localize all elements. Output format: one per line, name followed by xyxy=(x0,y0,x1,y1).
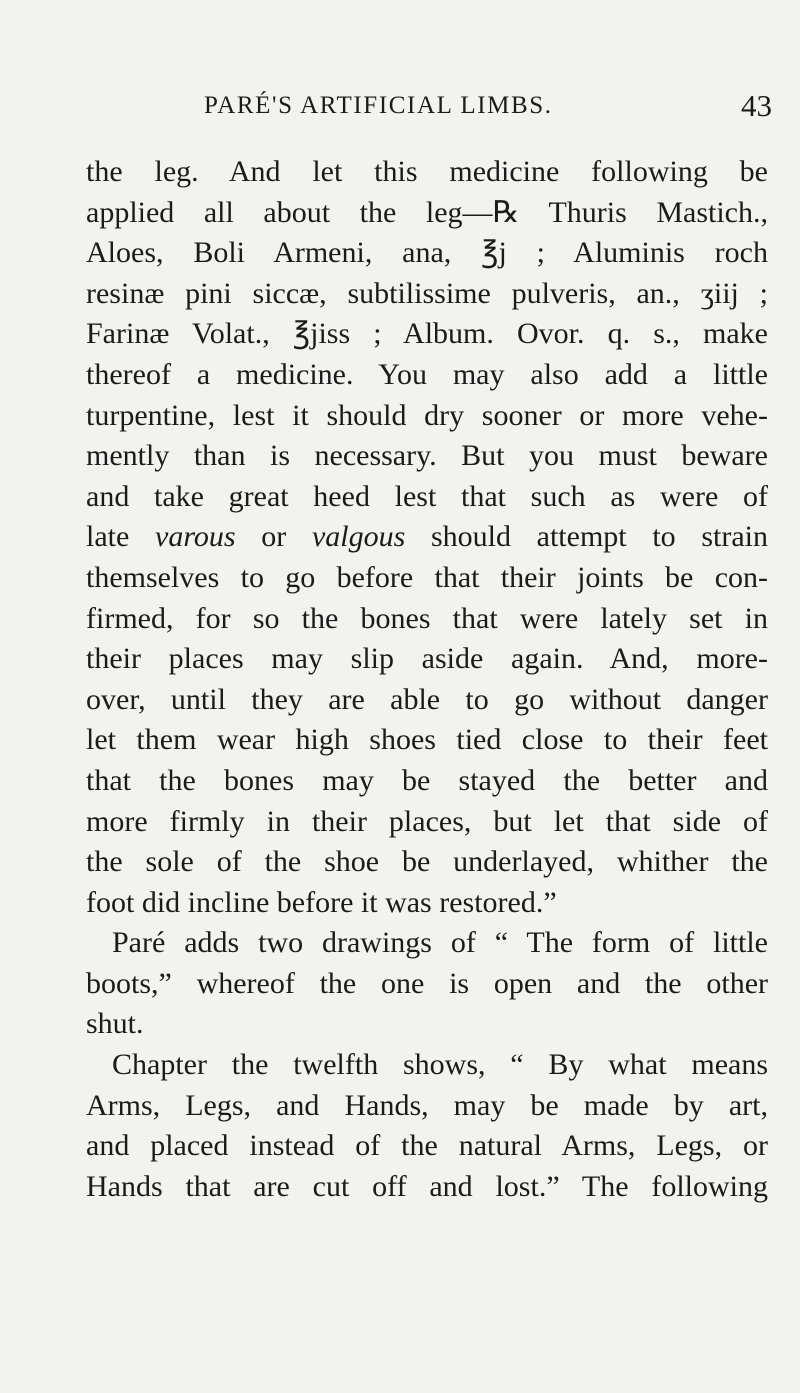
text-line: their places may slip aside again. And, more- xyxy=(86,642,768,676)
text-line: applied all about the leg—℞ Thuris Mastich., xyxy=(86,195,768,229)
text-line: firmed, for so the bones that were lately set in xyxy=(86,601,768,635)
text-line: foot did incline before it was restored.” xyxy=(86,885,557,919)
text-line: thereof a medicine. You may also add a little xyxy=(86,357,768,391)
text-line: Farinæ Volat., ℥jiss ; Album. Ovor. q. s., make xyxy=(86,317,768,351)
text-line: mently than is necessary. But you must beware xyxy=(86,439,768,473)
text-line: and take great heed lest that such as were of xyxy=(86,479,768,513)
text-segment: or xyxy=(235,520,312,554)
text-line: and placed instead of the natural Arms, Legs, or xyxy=(86,1129,768,1163)
running-title: PARÉ'S ARTIFICIAL LIMBS. xyxy=(204,92,553,119)
body-text xyxy=(86,152,768,1207)
page-number: 43 xyxy=(741,88,772,123)
text-line: Aloes, Boli Armeni, ana, ℥j ; Aluminis roch xyxy=(86,236,768,270)
text-line: themselves to go before that their joints be con- xyxy=(86,560,768,594)
text-line: the sole of the shoe be underlayed, whither the xyxy=(86,845,768,879)
text-line: that the bones may be stayed the better and xyxy=(86,763,768,797)
text-line: Hands that are cut off and lost.” The following xyxy=(86,1169,768,1203)
text-segment: should attempt to strain xyxy=(405,520,768,554)
text-line: over, until they are able to go without danger xyxy=(86,682,768,716)
text-segment: late xyxy=(86,520,155,554)
text-line: Chapter the twelfth shows, “ By what means xyxy=(112,1048,768,1082)
italic-term-varous: varous xyxy=(155,520,236,554)
text-line: shut. xyxy=(86,1007,144,1041)
text-line: boots,” whereof the one is open and the other xyxy=(86,966,768,1000)
text-line: turpentine, lest it should dry sooner or more vehe- xyxy=(86,398,768,432)
text-line: resinæ pini siccæ, subtilissime pulveris, an., ʒiij ; xyxy=(86,276,768,310)
text-line: let them wear high shoes tied close to their feet xyxy=(86,723,768,757)
text-line: Paré adds two drawings of “ The form of little xyxy=(112,926,768,960)
text-line: more firmly in their places, but let that side of xyxy=(86,804,768,838)
text-line: Arms, Legs, and Hands, may be made by art, xyxy=(86,1088,768,1122)
text-line-mixed xyxy=(86,517,768,558)
italic-term-valgous: valgous xyxy=(311,520,406,554)
running-head xyxy=(86,88,776,128)
text-line: the leg. And let this medicine following be xyxy=(86,155,768,188)
